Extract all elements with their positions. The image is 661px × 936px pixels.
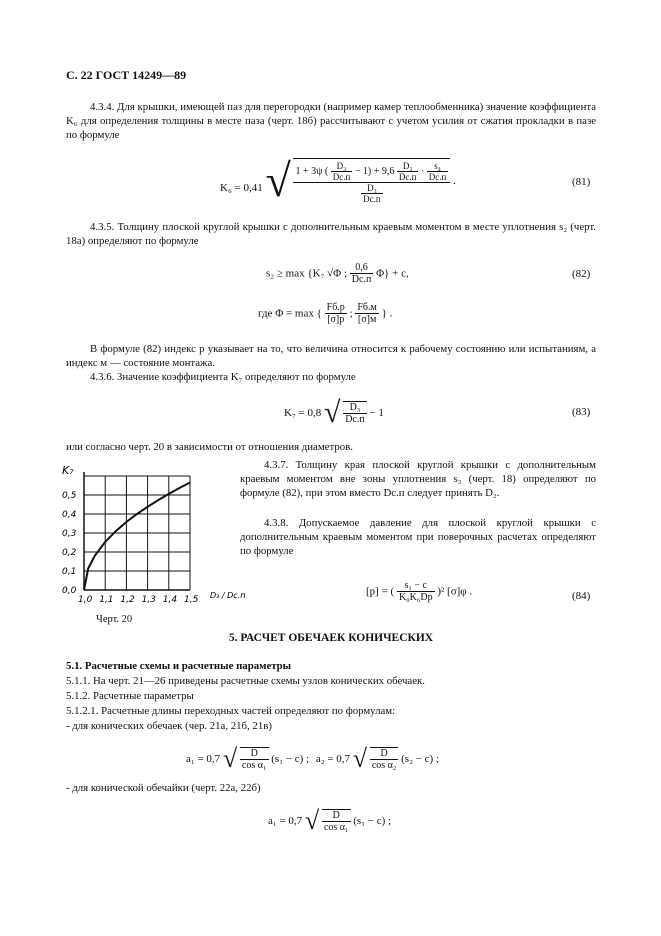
formula-82b	[258, 302, 392, 325]
chart-grid	[84, 476, 190, 590]
paragraph-note	[66, 342, 596, 370]
paragraph-4-3-7-text: 4.3.7. Толщину края плоской круглой крышки с дополнительным краевым моментом вне зоны уплотнения s₃ (черт. 18) определяют по формуле (82), при этом вместо Dс.п следует принять D₂.	[240, 459, 596, 500]
sqrt-a1: √	[222, 744, 238, 773]
f84-d: K₀K₆Dр	[398, 592, 433, 603]
frac3-n: s₄	[427, 161, 449, 172]
x-tick-label: 1,4	[162, 595, 178, 605]
paragraph-4-3-8-text: 4.3.8. Допускаемое давление для плоской круглой крышки с дополнительным краевым моментом при поверочных расчетах определяют по формуле	[240, 517, 596, 558]
formula-83-frac	[343, 401, 367, 425]
f82b-n2: Fб.м	[357, 302, 377, 313]
subsection-5-1: 5.1. Расчетные схемы и расчетные параметры	[66, 660, 292, 672]
a1b-tail: (s₁ − c) ;	[353, 815, 392, 827]
formula-84	[366, 580, 472, 603]
formula-82-lhs: s₂ ≥ max {K₇ √Φ ;	[266, 267, 348, 280]
chart-caption: Черт. 20	[96, 614, 133, 625]
a1b-frac-n: D	[322, 810, 351, 822]
list-item-2: - для конической обечайки (черт. 22а, 22б)	[66, 782, 261, 794]
equation-number-82: (82)	[572, 268, 591, 280]
formula-81-numerator	[293, 161, 450, 183]
list-item-1: - для конических обечаек (чер. 21а, 21б, 21в)	[66, 720, 272, 732]
formula-83	[284, 396, 384, 430]
frac2-d: Dс.п	[398, 172, 417, 182]
formula-83-tail: − 1	[369, 407, 384, 419]
formula-82b-tail: } .	[381, 307, 393, 320]
formula-a1	[268, 806, 391, 836]
x-tick-label: 1,3	[141, 595, 156, 605]
a1-frac-n: D	[240, 748, 269, 760]
den-n: D₃	[361, 183, 383, 194]
chart-series-k7	[84, 483, 190, 591]
f82b-d1: [σ]р	[327, 314, 345, 325]
num-part-a: 1 + 3ψ (	[295, 165, 329, 177]
paragraph-note-text: В формуле (82) индекс р указывает на то, что величина относится к рабочему состоянию или испытаниям, а индекс м — состояние монтажа.	[66, 343, 596, 370]
equation-number-84: (84)	[572, 590, 591, 602]
y-tick-label: 0,0	[62, 586, 77, 596]
frac2	[397, 161, 419, 182]
a1b-frac	[322, 809, 351, 833]
chart-y-ticks	[62, 491, 77, 596]
sqrt-a2: √	[352, 744, 368, 773]
a1-frac	[240, 747, 269, 771]
formula-82-frac	[350, 262, 374, 285]
formula-82-tail: Φ} + c,	[376, 267, 409, 280]
a2-frac	[370, 747, 399, 771]
paragraph-4-3-6	[66, 370, 596, 384]
formula-81	[220, 155, 456, 206]
formula-82b-frac1	[325, 302, 347, 325]
y-tick-label: 0,4	[62, 510, 77, 520]
paragraph-or: или согласно черт. 20 в зависимости от отношения диаметров.	[66, 441, 353, 453]
formula-82b-lhs: где Φ = max {	[258, 307, 322, 320]
frac3	[427, 161, 449, 182]
paragraph-4-3-8	[240, 516, 596, 559]
x-tick-label: 1,0	[78, 595, 93, 605]
f83-n: D₃	[343, 402, 367, 414]
formula-84-frac	[397, 580, 435, 603]
sqrt-sign-83: √	[323, 396, 341, 429]
y-tick-label: 0,2	[62, 548, 77, 558]
paragraph-4-3-4-text: 4.3.4. Для крышки, имеющей паз для перегородки (например камер теплообменника) значение коэффициента K₆ для определения толщины в месте паза (черт. 18б) рассчитывают с учетом усилия от сжатия прокладки в пазе по формуле	[66, 101, 596, 142]
formula-83-lhs: K₇ = 0,8	[284, 407, 322, 419]
paragraph-4-3-6-text: 4.3.6. Значение коэффициента K₇ определяют по формуле	[90, 371, 356, 383]
item-5-1-2-1: 5.1.2.1. Расчетные длины переходных частей определяют по формулам:	[66, 705, 396, 717]
formula-81-denominator	[293, 183, 450, 204]
formula-a1-a2	[186, 744, 439, 774]
frac3-d: Dс.п	[428, 172, 447, 182]
frac2-n: D₃	[397, 161, 419, 172]
f83-d: Dс.п	[345, 414, 365, 425]
f82b-d2: [σ]м	[357, 314, 377, 325]
sqrt-a1b: √	[304, 806, 320, 835]
formula-82	[266, 262, 409, 285]
a2-lhs: a₂ = 0,7	[315, 753, 351, 765]
a1-lhs: a₁ = 0,7	[186, 753, 221, 765]
formula-81-tail: .	[453, 175, 456, 187]
formula-81-fraction	[293, 158, 450, 204]
formula-82b-frac2	[355, 302, 378, 325]
frac-den	[361, 183, 383, 204]
equation-number-83: (83)	[572, 406, 591, 418]
frac-d3-dsp	[331, 161, 353, 182]
y-tick-label: 0,3	[62, 529, 77, 539]
item-5-1-2: 5.1.2. Расчетные параметры	[66, 690, 194, 702]
chart-axes	[84, 472, 190, 590]
x-tick-label: 1,5	[184, 595, 199, 605]
num-part-c: ·	[420, 165, 425, 177]
a2-frac-d: cos α₂	[371, 760, 397, 771]
a2-tail: (s₂ − c) ;	[401, 753, 439, 765]
f84-n: s₁ − c	[397, 580, 435, 592]
equation-number-81: (81)	[572, 176, 591, 188]
frac-d: Dс.п	[332, 172, 351, 182]
chart-k7	[60, 460, 246, 612]
f82-n: 0,6	[350, 262, 374, 274]
item-5-1-1: 5.1.1. На черт. 21—26 приведены расчетные схемы узлов конических обечаек.	[66, 675, 425, 687]
frac-n: D₃	[331, 161, 353, 172]
a1b-frac-d: cos α₁	[323, 822, 349, 833]
sqrt-sign: √	[265, 155, 291, 206]
chart-x-ticks	[78, 595, 199, 605]
formula-81-lhs: K₆ = 0,41	[220, 182, 263, 194]
formula-84-tail: )² [σ]φ .	[437, 585, 473, 598]
f82-d: Dс.п	[351, 274, 372, 285]
a1-tail: (s₁ − c) ;	[271, 753, 310, 765]
paragraph-4-3-5-text: 4.3.5. Толщину плоской круглой крышки с дополнительным краевым моментом в месте уплотнения s₂ (черт. 18а) определяют по формуле	[66, 221, 596, 248]
paragraph-4-3-7	[240, 458, 596, 501]
x-tick-label: 1,2	[120, 595, 135, 605]
chart-xlabel: D₃ / Dс.п	[210, 591, 246, 600]
paragraph-4-3-5	[66, 220, 596, 248]
y-tick-label: 0,5	[62, 491, 77, 501]
num-part-b: − 1) + 9,6	[354, 165, 395, 177]
chart-ylabel: K₇	[62, 464, 74, 477]
y-tick-label: 0,1	[62, 567, 77, 577]
formula-84-lhs: [p] = (	[366, 585, 395, 598]
formula-82b-sep: ;	[349, 307, 353, 320]
paragraph-4-3-4	[66, 100, 596, 143]
den-d: Dс.п	[363, 194, 381, 204]
a1-frac-d: cos α₁	[241, 760, 267, 771]
section-5-title: 5. РАСЧЕТ ОБЕЧАЕК КОНИЧЕСКИХ	[228, 632, 434, 644]
a2-frac-n: D	[370, 748, 399, 760]
f82b-n1: Fб.р	[326, 302, 345, 313]
x-tick-label: 1,1	[99, 595, 114, 605]
page-header: С. 22 ГОСТ 14249—89	[66, 68, 187, 82]
a1b-lhs: a₁ = 0,7	[268, 815, 303, 827]
